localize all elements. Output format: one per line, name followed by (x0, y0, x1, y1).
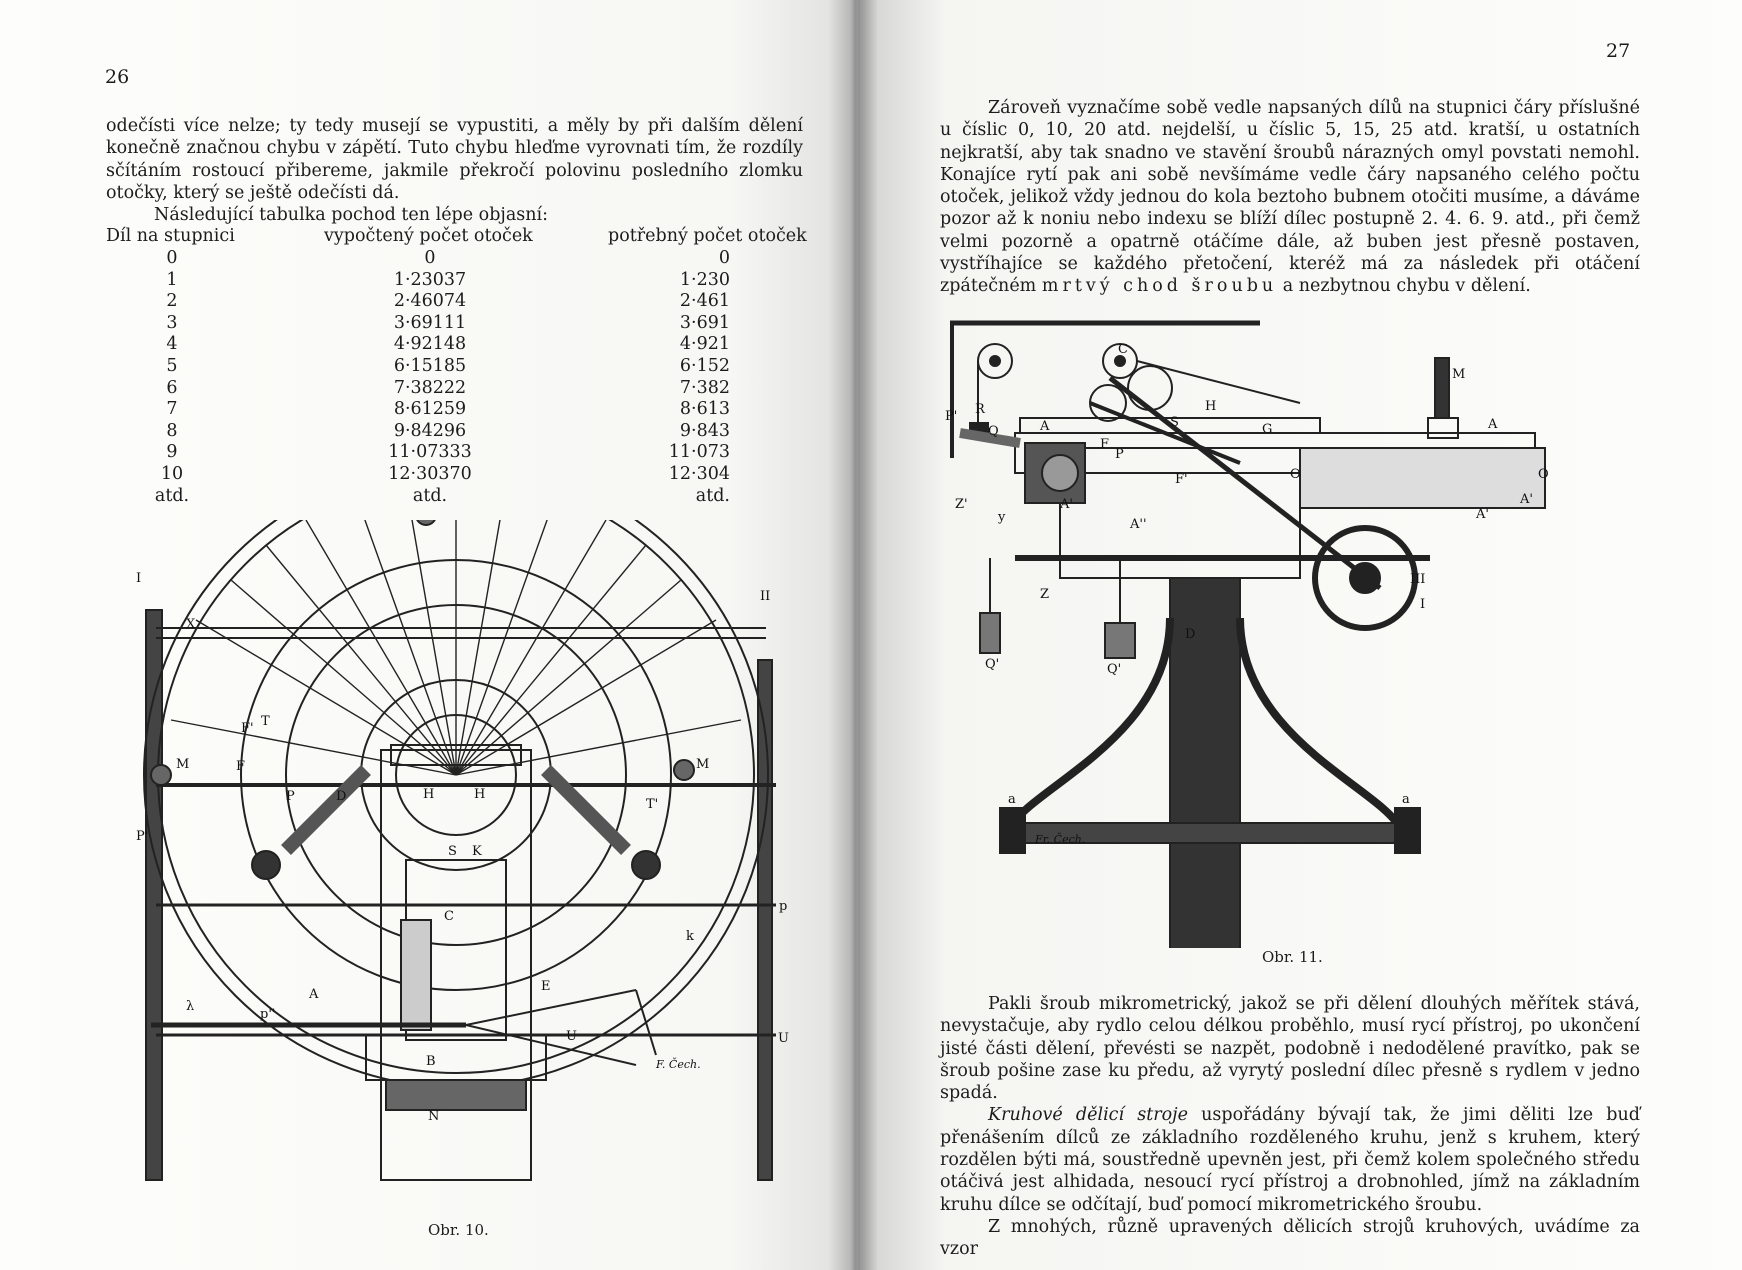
table-cell-division-text: 3 (166, 312, 178, 333)
table-header-3: potřebný počet otoček (608, 226, 807, 246)
fig10-label-f: F (236, 759, 246, 774)
figure-11-caption: Obr. 11. (1262, 948, 1323, 966)
page-number-right: 27 (1606, 40, 1631, 62)
right-paragraph-1-end: a nezbytnou chybu v dělení. (1282, 276, 1531, 297)
left-page (0, 0, 858, 1270)
table-cell-required-text: 7·382 (679, 377, 730, 398)
fig11-label-a1: A (1040, 419, 1050, 434)
fig11-signature: Fr. Čech. (1035, 833, 1086, 846)
table-cell-required (660, 464, 730, 484)
right-paragraph-3-text: uspořádány bývají tak, že jimi děliti lze buď přenášením dílců ze základního rozděleného kruhu, jenž s kruhem, který rozdělen býti má, soustředně upevněn jest, při čemž kolem společného středu otáčivá jest alhidada, nesoucí rycí přístroj a drobnohled, jímž na základním kruhu dílce se odčítají, buď pomocí mikrometrického šroubu. (940, 1105, 1640, 1215)
table-cell-required-text: atd. (695, 485, 730, 506)
table-cell-division-text: 8 (166, 420, 178, 441)
table-cell-required (660, 291, 730, 311)
fig10-label-p-right: p (779, 899, 788, 914)
fig11-label-d: D (1185, 627, 1196, 642)
fig10-label-h1: H (423, 787, 435, 802)
table-cell-computed-text: 9·84296 (393, 420, 467, 441)
right-paragraph-4: Z mnohých, různě upravených dělicích strojů kruhových, uvádíme za vzor (940, 1216, 1640, 1260)
table-cell-division-text: 5 (166, 356, 178, 376)
book-gutter (828, 0, 878, 1270)
fig11-label-o2: O (1538, 467, 1549, 482)
table-cell-required (660, 378, 730, 398)
fig10-label-x: X (186, 617, 196, 632)
figure-10-circular-dividing-machine (136, 520, 796, 1220)
fig10-label-p2: p'' (260, 1007, 276, 1022)
fig10-label-p-left: P' (136, 829, 149, 844)
table-cell-computed-text: 3·69111 (393, 312, 467, 333)
fig11-label-s: S (1170, 415, 1179, 430)
figure-11-linear-dividing-machine (940, 318, 1630, 948)
table-cell-required (660, 248, 730, 268)
left-paragraph-2: Následující tabulka pochod ten lépe objasní: (154, 205, 549, 226)
fig10-label-t2: T' (646, 797, 659, 812)
fig10-label-k2: k (686, 929, 694, 944)
right-text-bottom (940, 993, 1640, 1261)
fig10-label-p: P (286, 789, 295, 804)
table-cell-computed-text: 12·30370 (388, 464, 472, 484)
table-cell-computed-text: 1·23037 (393, 269, 467, 290)
table-cell-division-text: 4 (166, 334, 178, 355)
table-row (0, 399, 858, 421)
table-cell-required (660, 270, 730, 290)
fig11-label-z: Z (1040, 587, 1050, 602)
fig11-label-q: Q (988, 424, 999, 439)
table-row (0, 291, 858, 313)
right-paragraph-1 (940, 97, 1640, 298)
table-header-1: Díl na stupnici (106, 226, 235, 246)
fig11-label-q1: Q' (985, 657, 1000, 672)
fig10-label-k: K (472, 844, 482, 859)
fig11-label-a3: A' (1060, 497, 1073, 512)
table-cell-division-text: 9 (166, 442, 178, 463)
fig10-label-u1: U (566, 1029, 577, 1044)
table-cell-required (660, 313, 730, 333)
table-cell-required-text: 9·843 (679, 420, 730, 441)
fig10-label-m-right: M (696, 757, 710, 772)
fig11-label-a2: A (1488, 417, 1498, 432)
fig11-label-a8: a (1402, 792, 1410, 807)
fig11-label-y: y (998, 510, 1006, 525)
table-cell-required-text: 12·304 (668, 464, 730, 484)
right-paragraph-1-text: Zároveň vyznačíme sobě vedle napsaných dílů na stupnici čáry příslušné u číslic 0, 10, 20 atd. nejdelší, u číslic 5, 15, 25 atd. kratší, u ostatních nejkratší, aby tak snadno ve stavění šroubů nárazných omyl povstati nemohl. Konajíce rytí pak ani sobě nevšímáme vedle čáry napsaného celého počtu otoček, jelikož vždy jednou do kola beztoho bubnem otočiti musíme, a dáváme pozor až k noniu nebo indexu se blíží dílec postupně 2. 4. 6. 9. atd., při čemž velmi pozorně a opatrně otáčíme dále, až buben jest přesně postaven, vystříhajíce se každého přetočení, kteréž má za následek při otáčení zpátečném (940, 98, 1640, 297)
fig11-label-a4: A'' (1130, 517, 1147, 532)
fig10-label-ii: II (760, 589, 771, 604)
table-cell-required-text: 0 (718, 248, 730, 268)
fig10-label-e: E (541, 979, 551, 994)
fig10-label-h2: H (474, 787, 486, 802)
table-cell-division-text: 1 (166, 269, 178, 290)
left-text (106, 115, 803, 226)
fig11-label-f: F (1100, 437, 1110, 452)
table-cell-division-text: 2 (166, 291, 178, 312)
table-cell-required-text: 1·230 (679, 269, 730, 290)
fig11-label-a6: A' (1476, 507, 1489, 522)
right-paragraph-2: Pakli šroub mikrometrický, jakož se při dělení dlouhých měřítek stává, nevystačuje, aby rydlo celou délkou proběhlo, musí rycí přístroj, po ukončení jisté části dělení, převésti se nazpět, podobně i nedodělené pravítko, pak se šroub pošine zase ku předu, až vyrytý poslední dílec přesně s rydlem v jedno spadá. (940, 994, 1640, 1104)
table-cell-required-text: 11·073 (668, 442, 730, 463)
fig10-label-m-left: M (176, 757, 190, 772)
table-row (0, 486, 858, 508)
table-cell-required (660, 356, 730, 376)
table-cell-required-text: 4·921 (679, 334, 730, 355)
table-cell-computed-text: 7·38222 (393, 377, 467, 398)
fig10-label-n: N (428, 1109, 440, 1124)
fig11-label-r: R (975, 402, 985, 417)
fig11-label-c: C (1118, 342, 1128, 357)
table-cell-required (660, 334, 730, 354)
table-cell-division-text: atd. (154, 485, 190, 506)
fig10-label-l1: λ (186, 999, 195, 1014)
table-cell-computed-text: 11·07333 (388, 442, 472, 463)
right-text-top (940, 97, 1640, 298)
table-cell-computed-text: 6·15185 (393, 356, 467, 376)
fig10-label-c: C (444, 909, 454, 924)
table-cell-computed-text: atd. (412, 485, 448, 506)
table-row (0, 356, 858, 378)
fig11-label-a7: a (1008, 792, 1016, 807)
table-row (0, 464, 858, 486)
figure-10-caption: Obr. 10. (428, 1221, 489, 1239)
table-cell-required-text: 3·691 (679, 312, 730, 333)
fig10-label-i: I (136, 571, 142, 586)
table-row (0, 270, 858, 292)
table-cell-computed-text: 2·46074 (393, 291, 467, 312)
fig11-label-z1: Z' (955, 497, 968, 512)
table-row (0, 421, 858, 443)
fig10-signature: F. Čech. (656, 1058, 701, 1071)
table-cell-required-text: 8·613 (679, 399, 730, 420)
table-row (0, 442, 858, 464)
fig10-label-t1: T (261, 714, 270, 729)
fig10-label-a: A (309, 987, 319, 1002)
fig11-label-o1: O (1290, 467, 1301, 482)
right-paragraph-3 (940, 1104, 1640, 1215)
table-cell-required (660, 486, 730, 506)
table-cell-computed-text: 8·61259 (393, 399, 467, 420)
table-cell-required-text: 2·461 (679, 291, 730, 312)
table-row (0, 378, 858, 400)
fig10-label-d: D (336, 789, 347, 804)
fig11-label-i: I (1420, 597, 1426, 612)
fig10-label-b: B (426, 1054, 436, 1069)
table-cell-required (660, 399, 730, 419)
page-number-left: 26 (105, 66, 130, 88)
table-cell-computed-text: 4·92148 (393, 334, 467, 355)
fig11-label-h: H (1205, 399, 1217, 414)
fig11-label-g: G (1262, 422, 1273, 437)
fig10-label-u2: U (778, 1031, 789, 1046)
fig11-label-m: M (1452, 367, 1466, 382)
table-cell-required (660, 442, 730, 462)
table-row (0, 334, 858, 356)
fig10-label-f1: F' (241, 721, 254, 736)
table-cell-computed-text: 0 (424, 248, 436, 268)
table-cell-required-text: 6·152 (679, 356, 730, 376)
fig11-label-a5: A' (1520, 492, 1533, 507)
fig10-label-s: S (448, 844, 457, 859)
fig11-label-iii: III (1410, 572, 1426, 587)
table-cell-division-text: 7 (166, 399, 178, 420)
right-paragraph-1-spaced: mrtvý chod šroubu (1041, 276, 1278, 297)
fig11-label-f1: F' (1175, 472, 1188, 487)
fig11-label-q2: Q' (1107, 662, 1122, 677)
fig11-label-p1: P' (945, 409, 958, 424)
table-cell-division-text: 0 (166, 248, 178, 268)
table-cell-division-text: 6 (166, 377, 178, 398)
fig11-label-p: P (1115, 447, 1124, 462)
right-paragraph-3-italic: Kruhové dělicí stroje (988, 1105, 1188, 1126)
table-row (0, 313, 858, 335)
table-row (0, 248, 858, 270)
table-cell-required (660, 421, 730, 441)
table-header-2: vypočtený počet otoček (324, 226, 533, 246)
table-cell-division-text: 10 (160, 464, 184, 484)
left-paragraph-1: odečísti více nelze; ty tedy musejí se vypustiti, a měly by při dalším dělení konečně značnou chybu v zápětí. Tuto chybu hleďme vyrovnati tím, že rozdíly sčítáním rostoucí přibereme, jakmile překročí polovinu posledního zlomku otočky, který se ještě odečísti dá. (106, 116, 803, 203)
